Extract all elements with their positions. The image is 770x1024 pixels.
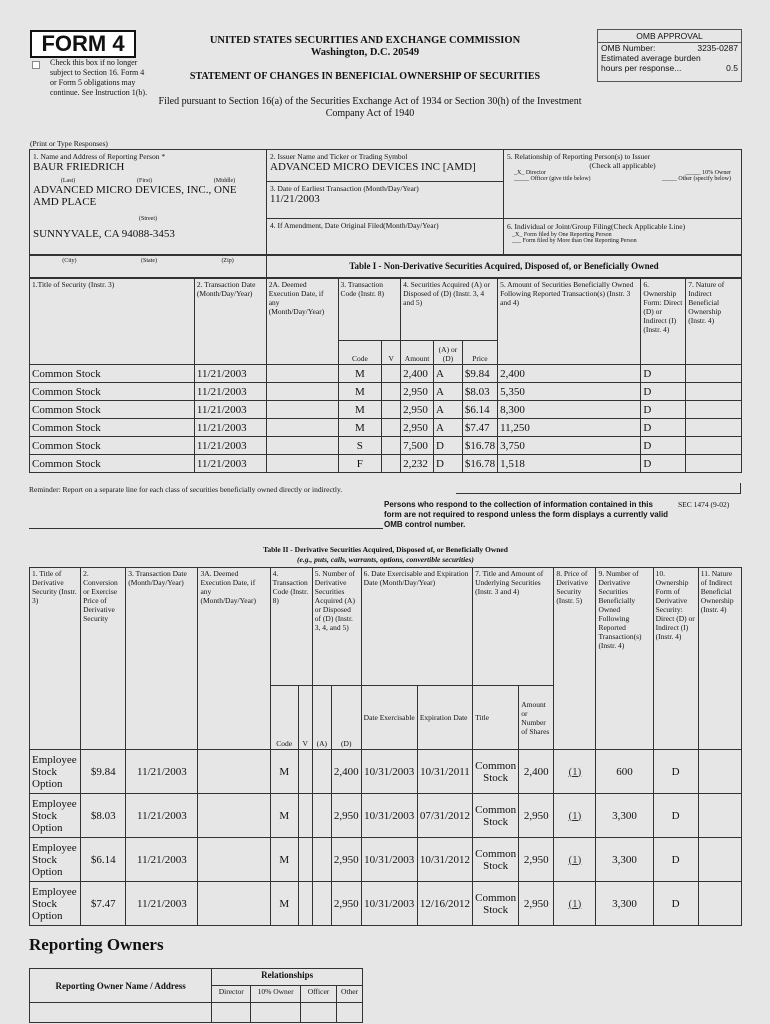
t2-cell-d: 2,950 [331,882,361,926]
box5-label: 5. Relationship of Reporting Person(s) to Issuer [507,152,651,161]
t2-cell-title: Employee Stock Option [30,794,81,838]
t1-cell-nature [686,455,742,473]
street-caption: (Street) [139,216,157,222]
signature-line-tick [740,483,741,493]
amendment-box [266,218,504,255]
t2-col-underlying: 7. Title and Amount of Underlying Securities (Instr. 3 and 4) [473,568,554,686]
t1-col-code: 3. Transaction Code (Instr. 8) [338,279,401,341]
t1-cell-price: $9.84 [462,365,497,383]
table2 [29,567,742,926]
form-title: FORM 4 [30,30,136,58]
t2-cell-v [298,838,312,882]
t2-cell-utitle: Common Stock [473,750,519,794]
t1-col-deemed: 2A. Deemed Execution Date, if any (Month/Day/Year) [266,279,338,365]
t1-cell-form: D [641,401,686,419]
t2-cell-title: Employee Stock Option [30,838,81,882]
t2-cell-nature [698,838,741,882]
first-caption: (First) [137,178,152,184]
table1-row [30,401,742,419]
t1-cell-code: F [338,455,382,473]
omb-number-value: 3235-0287 [697,43,738,53]
t2-cell-deemed [198,750,270,794]
t2-cell-deemed [198,838,270,882]
omb-approval-box [597,29,742,82]
t2-cell-owned: 3,300 [596,882,653,926]
t2-cell-date: 11/21/2003 [126,882,198,926]
last-caption: (Last) [60,178,76,184]
t1-cell-v [382,437,401,455]
t2-col-number: 5. Number of Derivative Securities Acquired (A) or Disposed of (D) (Instr. 3, 4, and 5) [312,568,361,686]
t2-col-conversion: 2. Conversion or Exercise Price of Derivative Security [81,568,126,750]
issuer-box [266,149,504,182]
other-check[interactable]: _____ Other (specify below) [661,176,731,182]
t1-sub-v: V [382,341,401,365]
t2-cell-owned: 3,300 [596,838,653,882]
officer-header: Officer [301,986,337,1003]
t2-cell-d: 2,950 [331,838,361,882]
t1-cell-deemed [266,455,338,473]
t2-cell-v [298,750,312,794]
table1-row [30,383,742,401]
owner-name-header: Reporting Owner Name / Address [30,969,212,1003]
reporting-owners-table [29,968,363,1023]
t1-cell-owned: 11,250 [498,419,641,437]
t1-cell-form: D [641,455,686,473]
t1-cell-ad: A [434,401,463,419]
t1-cell-price: $8.03 [462,383,497,401]
t2-cell-price: $9.84 [81,750,126,794]
t2-col-nature: 11. Nature of Indirect Beneficial Ownership (Instr. 4) [698,568,741,750]
t1-sub-price: Price [462,341,497,365]
t1-cell-form: D [641,383,686,401]
footnote-link[interactable]: (1) [554,882,596,926]
officer-check[interactable]: _____ Officer (give title below) [514,176,591,182]
city-state-zip: SUNNYVALE, CA 94088-3453 [33,228,175,240]
t2-cell-owned: 3,300 [596,794,653,838]
t2-sub-a: (A) [312,686,331,750]
omb-number-label: OMB Number: [601,43,656,53]
table1-row [30,455,742,473]
t1-cell-ad: A [434,419,463,437]
t1-cell-owned: 5,350 [498,383,641,401]
box5-sub: (Check all applicable) [589,161,656,170]
table1-row [30,365,742,383]
t1-cell-owned: 2,400 [498,365,641,383]
agency-line-2: Washington, D.C. 20549 [310,47,420,58]
t1-cell-owned: 8,300 [498,401,641,419]
t1-cell-ad: D [434,455,463,473]
other-header: Other [336,986,362,1003]
city-captions-row [29,255,267,278]
t2-cell-utitle: Common Stock [473,838,519,882]
footnote-link[interactable]: (1) [554,750,596,794]
t2-cell-price: $7.47 [81,882,126,926]
t1-cell-price: $6.14 [462,401,497,419]
t1-sub-code: Code [338,341,382,365]
footnote-link[interactable]: (1) [554,838,596,882]
t1-cell-v [382,365,401,383]
t2-cell-code: M [270,794,298,838]
t1-cell-form: D [641,419,686,437]
t1-cell-amount: 2,950 [401,401,434,419]
filed-pursuant-text: Filed pursuant to Section 16(a) of the Securities Exchange Act of 1934 or Section 30(h) of the Investment Company Act of 1940 [158,96,582,119]
table2-subtitle: (e.g., puts, calls, warrants, options, convertible securities) [297,555,474,564]
box2-label: 2. Issuer Name and Ticker or Trading Symbol [270,152,408,161]
t2-cell-exer: 10/31/2003 [361,838,417,882]
filing-type-box [503,218,742,255]
t2-cell-date: 11/21/2003 [126,750,198,794]
t1-cell-deemed [266,383,338,401]
agency-line-1: UNITED STATES SECURITIES AND EXCHANGE COMMISSION [209,35,521,46]
t1-cell-title: Common Stock [30,419,195,437]
t2-cell-a [312,794,331,838]
table1-row [30,419,742,437]
t2-cell-uamount: 2,950 [519,794,554,838]
table2-title: Table II - Derivative Securities Acquired, Disposed of, or Beneficially Owned [263,545,508,554]
t1-col-date: 2. Transaction Date (Month/Day/Year) [194,279,266,365]
t2-col-owned: 9. Number of Derivative Securities Beneficially Owned Following Reported Transaction(s) (Instr. 4) [596,568,653,750]
t2-cell-utitle: Common Stock [473,882,519,926]
box1-label: 1. Name and Address of Reporting Person * [33,152,166,161]
no-longer-subject-checkbox[interactable] [32,61,40,69]
check-box-instruction: Check this box if no longer subject to Section 16. Form 4 or Form 5 obligations may continue. See Instruction 1(b). [50,58,148,97]
sec-code: SEC 1474 (9-02) [678,500,730,509]
t1-cell-nature [686,365,742,383]
more-persons-option[interactable]: ___ Form filed by More than One Reporting Person [512,238,637,244]
state-caption: (State) [141,258,157,264]
t2-cell-exer: 10/31/2003 [361,794,417,838]
t1-cell-amount: 2,950 [401,419,434,437]
box4-label: 4. If Amendment, Date Original Filed(Month/Day/Year) [270,221,439,230]
table1-title-cell [266,255,742,278]
t2-sub-title: Title [473,686,519,750]
t1-cell-v [382,383,401,401]
t2-col-exercisable: 6. Date Exercisable and Expiration Date (Month/Day/Year) [361,568,472,686]
t1-sub-aord: (A) or (D) [434,341,463,365]
t1-cell-price: $7.47 [462,419,497,437]
t2-col-date: 3. Transaction Date (Month/Day/Year) [126,568,198,750]
t2-sub-amount: Amount or Number of Shares [519,686,554,750]
omb-burden-label: Estimated average burden [601,53,701,63]
t1-col-nature: 7. Nature of Indirect Beneficial Ownership (Instr. 4) [686,279,742,365]
t2-cell-uamount: 2,950 [519,882,554,926]
t2-col-deemed: 3A. Deemed Execution Date, if any (Month/Day/Year) [198,568,270,750]
t2-cell-d: 2,400 [331,750,361,794]
t1-cell-deemed [266,365,338,383]
t2-cell-deemed [198,794,270,838]
t2-cell-a [312,750,331,794]
t1-cell-date: 11/21/2003 [194,437,266,455]
t2-cell-title: Employee Stock Option [30,882,81,926]
omb-hours-label: hours per response... [601,63,682,73]
t2-cell-a [312,838,331,882]
t2-col-title: 1. Title of Derivative Security (Instr. 3) [30,568,81,750]
t1-col-title: 1.Title of Security (Instr. 3) [30,279,195,365]
t2-cell-uamount: 2,950 [519,838,554,882]
t1-col-securities: 4. Securities Acquired (A) or Disposed of (D) (Instr. 3, 4 and 5) [401,279,498,341]
t2-cell-d: 2,950 [331,794,361,838]
t2-cell-exp: 12/16/2012 [417,882,472,926]
city-caption: (City) [62,258,77,264]
table1 [29,278,742,473]
t1-cell-nature [686,401,742,419]
t2-cell-nature [698,750,741,794]
t1-cell-price: $16.78 [462,437,497,455]
reporting-person-address: ADVANCED MICRO DEVICES, INC., ONE AMD PLACE [33,184,237,208]
t2-sub-v: V [298,686,312,750]
t2-cell-form: D [653,882,698,926]
t1-cell-owned: 3,750 [498,437,641,455]
t2-cell-date: 11/21/2003 [126,838,198,882]
t2-cell-form: D [653,794,698,838]
footnote-link[interactable]: (1) [554,794,596,838]
t1-cell-form: D [641,437,686,455]
table2-row [30,882,742,926]
t2-sub-code: Code [270,686,298,750]
t1-cell-deemed [266,401,338,419]
relationship-box [503,149,742,219]
notice-line [29,528,383,529]
t2-cell-price: $6.14 [81,838,126,882]
director-header: Director [212,986,251,1003]
t1-cell-code: S [338,437,382,455]
t2-cell-owned: 600 [596,750,653,794]
t1-cell-nature [686,437,742,455]
t1-cell-ad: D [434,437,463,455]
t2-cell-exer: 10/31/2003 [361,750,417,794]
t2-cell-a [312,882,331,926]
table2-row [30,750,742,794]
table1-title: Table I - Non-Derivative Securities Acquired, Disposed of, or Beneficially Owned [349,261,659,271]
print-type-note: (Print or Type Responses) [30,139,108,148]
t1-cell-form: D [641,365,686,383]
box6-label: 6. Individual or Joint/Group Filing(Check Applicable Line) [507,222,686,231]
t2-col-form: 10. Ownership Form of Derivative Security: Direct (D) or Indirect (I) (Instr. 4) [653,568,698,750]
signature-line [456,493,741,494]
t2-cell-nature [698,794,741,838]
t2-cell-exp: 10/31/2011 [417,750,472,794]
t2-cell-price: $8.03 [81,794,126,838]
earliest-transaction-date: 11/21/2003 [270,193,320,205]
t1-cell-nature [686,419,742,437]
t1-col-form: 6. Ownership Form: Direct (D) or Indirect (I) (Instr. 4) [641,279,686,365]
reporting-person-name: BAUR FRIEDRICH [33,161,125,173]
statement-title: STATEMENT OF CHANGES IN BENEFICIAL OWNERSHIP OF SECURITIES [189,71,541,82]
t1-cell-ad: A [434,365,463,383]
table1-row [30,437,742,455]
t2-cell-utitle: Common Stock [473,794,519,838]
t1-cell-ad: A [434,383,463,401]
t2-cell-form: D [653,838,698,882]
t2-sub-expiration: Expiration Date [417,686,472,750]
agency-name [160,35,570,59]
t1-cell-amount: 2,950 [401,383,434,401]
t2-cell-title: Employee Stock Option [30,750,81,794]
t2-cell-exer: 10/31/2003 [361,882,417,926]
box3-label: 3. Date of Earliest Transaction (Month/Day/Year) [270,184,419,193]
t1-cell-owned: 1,518 [498,455,641,473]
t2-cell-v [298,794,312,838]
t1-cell-price: $16.78 [462,455,497,473]
t2-col-code: 4. Transaction Code (Instr. 8) [270,568,312,686]
issuer-name: ADVANCED MICRO DEVICES INC [AMD] [270,161,476,173]
t1-sub-amount: Amount [401,341,434,365]
t1-cell-title: Common Stock [30,437,195,455]
t1-cell-code: M [338,383,382,401]
t1-cell-v [382,455,401,473]
t1-cell-date: 11/21/2003 [194,455,266,473]
one-person-option[interactable]: _X_ Form filed by One Reporting Person [512,232,612,238]
t1-cell-amount: 2,400 [401,365,434,383]
t1-cell-deemed [266,437,338,455]
t2-sub-exercisable: Date Exercisable [361,686,417,750]
earliest-transaction-box [266,181,504,219]
t1-cell-title: Common Stock [30,401,195,419]
t1-cell-title: Common Stock [30,383,195,401]
t1-cell-title: Common Stock [30,365,195,383]
t2-cell-nature [698,882,741,926]
table2-row [30,838,742,882]
relationships-header: Relationships [212,969,363,986]
t2-col-price: 8. Price of Derivative Security (Instr. 5) [554,568,596,750]
t2-sub-d: (D) [331,686,361,750]
t1-cell-date: 11/21/2003 [194,365,266,383]
t2-cell-form: D [653,750,698,794]
reporting-person-box [29,149,267,255]
t1-cell-date: 11/21/2003 [194,419,266,437]
ten-percent-owner-check[interactable]: _____ 10% Owner [685,170,731,176]
t1-cell-code: M [338,365,382,383]
t2-cell-code: M [270,838,298,882]
t1-cell-nature [686,383,742,401]
t2-cell-deemed [198,882,270,926]
t1-cell-code: M [338,401,382,419]
director-check[interactable]: _X_ Director [514,170,546,176]
t1-cell-amount: 7,500 [401,437,434,455]
t1-col-owned: 5. Amount of Securities Beneficially Owned Following Reported Transaction(s) (Instr. 3 and 4) [498,279,641,365]
t1-cell-v [382,419,401,437]
t1-cell-date: 11/21/2003 [194,383,266,401]
t1-cell-code: M [338,419,382,437]
omb-title: OMB APPROVAL [598,30,741,43]
t2-cell-v [298,882,312,926]
t2-cell-date: 11/21/2003 [126,794,198,838]
omb-hours-value: 0.5 [726,63,738,73]
persons-notice: Persons who respond to the collection of information contained in this form are not required to respond unless the form displays a currently valid OMB control number. [384,500,669,529]
table2-row [30,794,742,838]
t1-cell-amount: 2,232 [401,455,434,473]
t1-cell-title: Common Stock [30,455,195,473]
reporting-owners-heading: Reporting Owners [29,935,164,954]
t2-cell-code: M [270,750,298,794]
t2-cell-uamount: 2,400 [519,750,554,794]
t2-cell-exp: 10/31/2012 [417,838,472,882]
t1-cell-date: 11/21/2003 [194,401,266,419]
t1-cell-deemed [266,419,338,437]
t2-cell-code: M [270,882,298,926]
t2-cell-exp: 07/31/2012 [417,794,472,838]
ten-percent-owner-header: 10% Owner [251,986,301,1003]
middle-caption: (Middle) [213,178,236,184]
t1-cell-v [382,401,401,419]
zip-caption: (Zip) [221,258,234,264]
reminder-text: Reminder: Report on a separate line for each class of securities beneficially owned directly or indirectly. [29,485,343,494]
